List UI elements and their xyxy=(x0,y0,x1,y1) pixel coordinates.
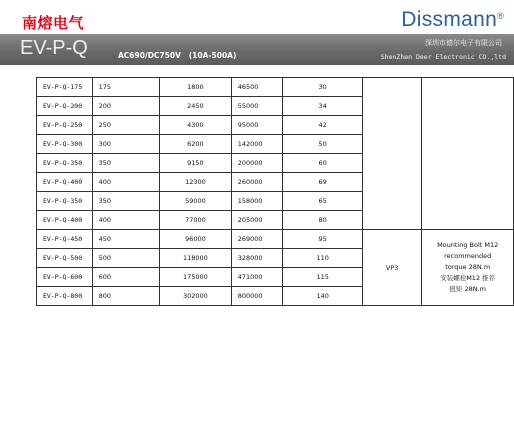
voltage-spec: AC690/DC750V (10A-500A) xyxy=(118,51,237,60)
model-cell: EV-P-Q-175 xyxy=(37,78,93,97)
model-cell: EV-P-Q-300 xyxy=(37,135,93,154)
value-cell-b: 55000 xyxy=(231,97,283,116)
value-cell-a: 118000 xyxy=(160,249,232,268)
model-cell: EV-P-Q-400 xyxy=(37,211,93,230)
company-name-cn: 深圳市德尔电子有限公司 xyxy=(425,39,502,47)
size-cell-group1 xyxy=(362,78,422,230)
value-cell-c: 80 xyxy=(283,211,362,230)
mounting-note-line: 扭矩 28N.m xyxy=(449,285,486,293)
table-row xyxy=(37,230,514,249)
value-cell-c: 34 xyxy=(283,97,362,116)
value-cell-b: 200000 xyxy=(231,154,283,173)
rated-current-cell: 200 xyxy=(92,97,160,116)
table-body xyxy=(37,78,514,306)
value-cell-a: 96000 xyxy=(160,230,232,249)
brand-logo-cn: 南熔电气 xyxy=(22,14,85,32)
value-cell-c: 140 xyxy=(283,287,362,306)
note-cell-group2 xyxy=(422,230,514,306)
model-cell: EV-P-Q-450 xyxy=(37,230,93,249)
rated-current-cell: 500 xyxy=(92,249,160,268)
note-cell-group1 xyxy=(422,78,514,230)
rated-current-cell: 300 xyxy=(92,135,160,154)
value-cell-c: 50 xyxy=(283,135,362,154)
size-cell-group2: VP3 xyxy=(362,230,422,306)
value-cell-a: 59000 xyxy=(160,192,232,211)
value-cell-c: 95 xyxy=(283,230,362,249)
table-row xyxy=(37,78,514,97)
value-cell-a: 175000 xyxy=(160,268,232,287)
value-cell-b: 142000 xyxy=(231,135,283,154)
rated-current-cell: 350 xyxy=(92,192,160,211)
value-cell-b: 260000 xyxy=(231,173,283,192)
rated-current-cell: 600 xyxy=(92,268,160,287)
mounting-note-line: 安装螺栓M12 推荐 xyxy=(440,274,496,282)
value-cell-a: 1800 xyxy=(160,78,232,97)
value-cell-b: 328000 xyxy=(231,249,283,268)
brand-logo-en xyxy=(401,8,504,32)
value-cell-c: 30 xyxy=(283,78,362,97)
model-cell: EV-P-Q-350 xyxy=(37,192,93,211)
mounting-note-line: recommended xyxy=(444,252,492,260)
spec-table xyxy=(36,77,514,306)
model-cell: EV-P-Q-350 xyxy=(37,154,93,173)
model-cell: EV-P-Q-250 xyxy=(37,116,93,135)
mounting-note-line: Mounting Bolt M12 xyxy=(437,241,499,249)
value-cell-a: 4300 xyxy=(160,116,232,135)
value-cell-a: 12300 xyxy=(160,173,232,192)
registered-mark: ® xyxy=(497,11,504,21)
model-title: EV-P-Q xyxy=(20,37,88,59)
rated-current-cell: 800 xyxy=(92,287,160,306)
brand-name: Dissmann xyxy=(401,8,498,31)
value-cell-c: 110 xyxy=(283,249,362,268)
rated-current-cell: 250 xyxy=(92,116,160,135)
rated-current-cell: 400 xyxy=(92,173,160,192)
value-cell-c: 69 xyxy=(283,173,362,192)
rated-current-cell: 350 xyxy=(92,154,160,173)
value-cell-c: 65 xyxy=(283,192,362,211)
value-cell-c: 60 xyxy=(283,154,362,173)
mounting-note-line: torque 28N.m xyxy=(445,263,491,271)
value-cell-b: 46500 xyxy=(231,78,283,97)
value-cell-a: 77000 xyxy=(160,211,232,230)
value-cell-a: 2450 xyxy=(160,97,232,116)
value-cell-b: 158000 xyxy=(231,192,283,211)
model-cell: EV-P-Q-800 xyxy=(37,287,93,306)
value-cell-b: 269000 xyxy=(231,230,283,249)
model-cell: EV-P-Q-200 xyxy=(37,97,93,116)
model-cell: EV-P-Q-400 xyxy=(37,173,93,192)
value-cell-c: 115 xyxy=(283,268,362,287)
model-cell: EV-P-Q-500 xyxy=(37,249,93,268)
value-cell-a: 6200 xyxy=(160,135,232,154)
rated-current-cell: 175 xyxy=(92,78,160,97)
value-cell-a: 9150 xyxy=(160,154,232,173)
value-cell-b: 95000 xyxy=(231,116,283,135)
model-cell: EV-P-Q-600 xyxy=(37,268,93,287)
value-cell-b: 205000 xyxy=(231,211,283,230)
value-cell-a: 302000 xyxy=(160,287,232,306)
value-cell-c: 42 xyxy=(283,116,362,135)
company-name-en: ShenZhen Deer Electronic CO.,ltd xyxy=(380,53,506,61)
value-cell-b: 471000 xyxy=(231,268,283,287)
rated-current-cell: 400 xyxy=(92,211,160,230)
rated-current-cell: 450 xyxy=(92,230,160,249)
value-cell-b: 800000 xyxy=(231,287,283,306)
